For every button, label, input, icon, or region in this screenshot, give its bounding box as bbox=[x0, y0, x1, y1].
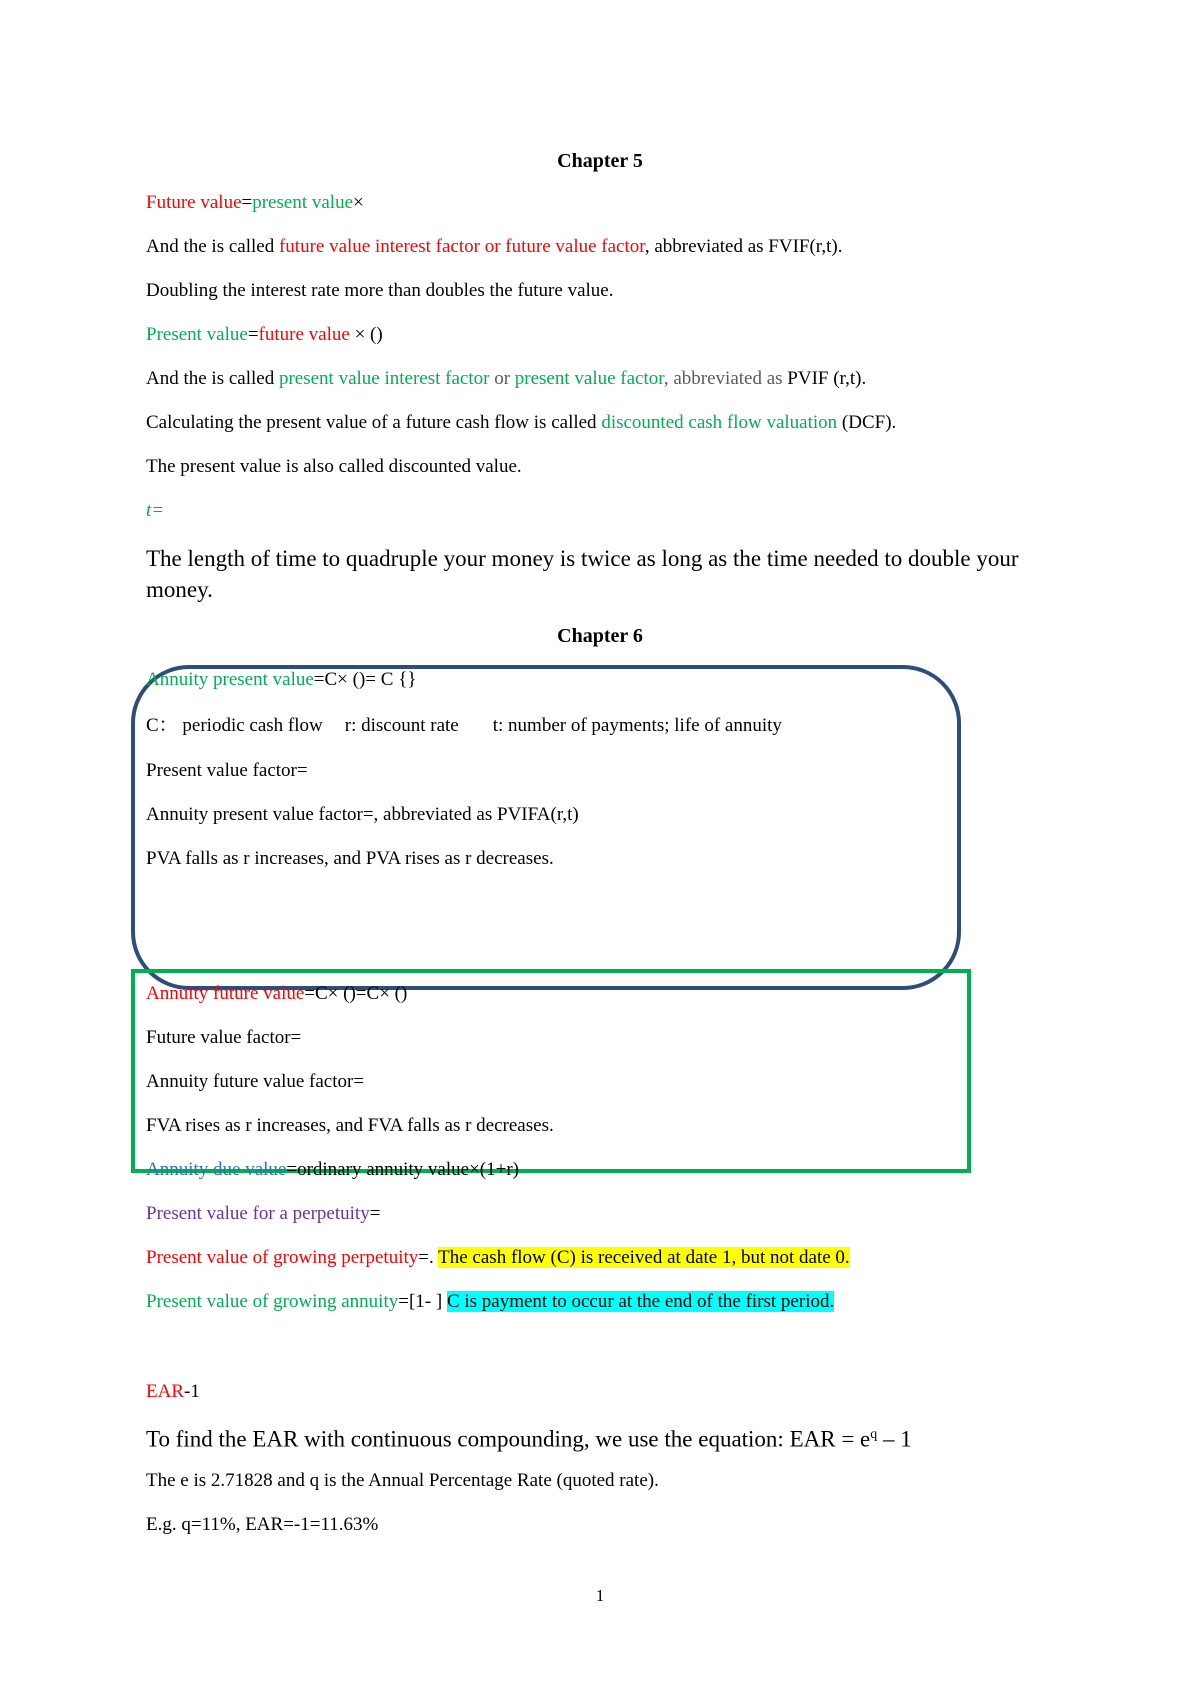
continuous-compounding-note bbox=[146, 1419, 1046, 1455]
quadruple-note: The length of time to quadruple your money is twice as long as the time needed to double your money. bbox=[146, 546, 1019, 602]
var-r: r: discount rate bbox=[344, 715, 459, 736]
e-definition: The e is 2.71828 and q is the Annual Percentage Rate (quoted rate). bbox=[146, 1470, 659, 1491]
text: Calculating the present value of a future cash flow is called bbox=[146, 412, 602, 433]
growing-annuity-formula bbox=[146, 1290, 834, 1314]
text: (DCF). bbox=[837, 412, 897, 433]
annuity-pv-formula bbox=[146, 668, 416, 692]
text: – 1 bbox=[877, 1426, 912, 1452]
text: =. bbox=[418, 1247, 439, 1268]
text: =C× ()=C× () bbox=[304, 983, 408, 1004]
term: Present value for a perpetuity bbox=[146, 1203, 370, 1224]
text: × () bbox=[349, 324, 383, 345]
variables-legend bbox=[146, 714, 782, 738]
text: =ordinary annuity value×(1+r) bbox=[286, 1159, 519, 1180]
exponent: q bbox=[870, 1427, 878, 1442]
term: Present value of growing annuity bbox=[146, 1291, 399, 1312]
annuity-pv-factor: Annuity present value factor=, abbreviated as PVIFA(r,t) bbox=[146, 804, 579, 825]
term: present value factor bbox=[514, 368, 664, 389]
text: = bbox=[241, 192, 253, 213]
pvif-definition bbox=[146, 367, 866, 391]
text: , abbreviated as bbox=[663, 368, 788, 389]
perpetuity-formula bbox=[146, 1202, 380, 1226]
discounted-value-note: The present value is also called discounted value. bbox=[146, 456, 522, 477]
text: And the is called bbox=[146, 368, 279, 389]
chapter-6-heading: Chapter 6 bbox=[557, 625, 643, 647]
term: Present value bbox=[146, 324, 248, 345]
text: × bbox=[353, 192, 364, 213]
growing-perpetuity-formula bbox=[146, 1246, 850, 1270]
var-c: C： periodic cash flow bbox=[146, 715, 323, 736]
term: discounted cash flow valuation bbox=[601, 412, 838, 433]
term: future value interest factor or future value factor bbox=[278, 236, 645, 257]
text: PVIF (r,t). bbox=[787, 368, 867, 389]
text: = bbox=[247, 324, 259, 345]
annuity-due-formula bbox=[146, 1158, 519, 1182]
ear-formula bbox=[146, 1380, 200, 1404]
var-t: t: number of payments; life of annuity bbox=[492, 715, 782, 736]
term: Annuity due value bbox=[146, 1159, 287, 1180]
text: , abbreviated as FVIF(r,t). bbox=[644, 236, 843, 257]
text: To find the EAR with continuous compounding, we use the equation: EAR = e bbox=[146, 1426, 871, 1452]
text: =C× ()= C {} bbox=[313, 669, 417, 690]
pv-factor: Present value factor= bbox=[146, 760, 308, 781]
term: Future value bbox=[146, 192, 242, 213]
highlighted-note: The cash flow (C) is received at date 1, but not date 0. bbox=[438, 1247, 850, 1268]
future-value-formula bbox=[146, 191, 364, 215]
annuity-fv-formula bbox=[146, 982, 407, 1006]
doubling-note: Doubling the interest rate more than doubles the future value. bbox=[146, 280, 614, 301]
text: -1 bbox=[184, 1381, 200, 1402]
chapter-5-heading: Chapter 5 bbox=[557, 150, 643, 172]
pva-note: PVA falls as r increases, and PVA rises as r decreases. bbox=[146, 848, 554, 869]
text: = bbox=[369, 1203, 381, 1224]
page-number: 1 bbox=[595, 1586, 605, 1605]
annuity-fv-factor: Annuity future value factor= bbox=[146, 1071, 365, 1092]
fva-note: FVA rises as r increases, and FVA falls as r decreases. bbox=[146, 1115, 554, 1136]
term: present value bbox=[252, 192, 353, 213]
text: And the is called bbox=[146, 236, 279, 257]
time-formula: t= bbox=[146, 500, 165, 521]
fv-factor: Future value factor= bbox=[146, 1027, 302, 1048]
text: or bbox=[489, 368, 515, 389]
term: Annuity future value bbox=[146, 983, 305, 1004]
text: =[1- ] bbox=[398, 1291, 447, 1312]
term: present value interest factor bbox=[278, 368, 490, 389]
term: future value bbox=[258, 324, 350, 345]
term: Present value of growing perpetuity bbox=[146, 1247, 419, 1268]
present-value-formula bbox=[146, 323, 383, 347]
highlighted-note: C is payment to occur at the end of the first period. bbox=[446, 1291, 835, 1312]
term: Annuity present value bbox=[146, 669, 314, 690]
fvif-definition bbox=[146, 235, 842, 259]
term: EAR bbox=[146, 1381, 184, 1402]
ear-example: E.g. q=11%, EAR=-1=11.63% bbox=[146, 1514, 379, 1535]
dcf-definition bbox=[146, 411, 896, 435]
